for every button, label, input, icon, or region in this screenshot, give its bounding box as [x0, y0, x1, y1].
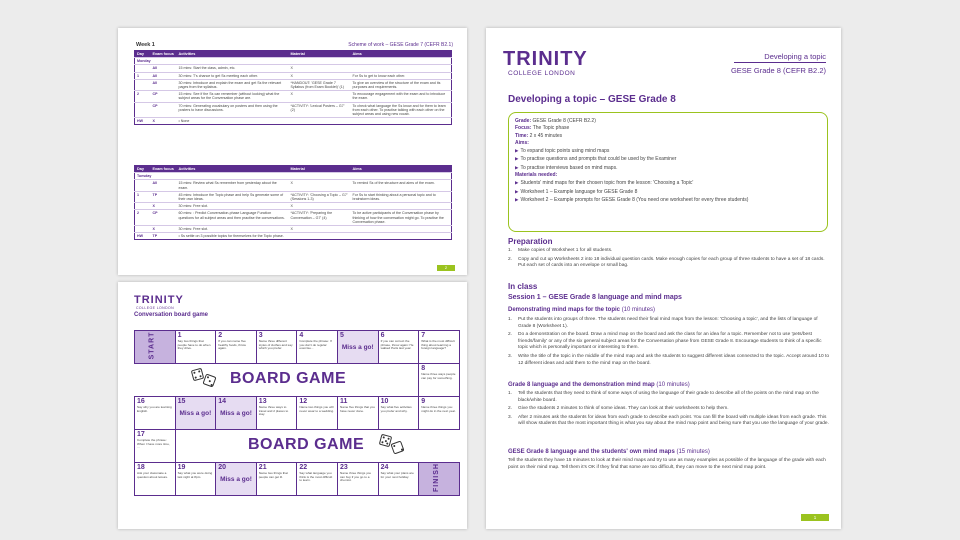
- lesson-plan-page: [486, 28, 841, 529]
- item-text: After 2 minutes ask the students for ideas from each grade to describe each point. You can fill the board with multiple ideas from each grade. This will show students that the most important thing is what you say about the mind map point and being sure that you use the language of your grade.: [518, 414, 829, 427]
- square-prompt: What is the most difficult thing about learning a foreign language?: [421, 339, 455, 351]
- board-game-title: Conversation board game: [134, 312, 209, 318]
- item-number: 3.: [508, 353, 513, 359]
- board-game-banner: BOARD GAME: [248, 436, 365, 453]
- table-cell: 1: [135, 191, 151, 202]
- start-label: START: [148, 331, 156, 360]
- table-cell: CP: [151, 91, 177, 102]
- table-cell: X: [289, 180, 351, 191]
- table-row: [135, 91, 452, 102]
- table-cell: X: [289, 203, 351, 210]
- session-heading: Session 1 – GESE Grade 8 language and mind maps: [508, 294, 682, 301]
- table-cell: 15 mins: Start the class, admin, etc.: [177, 65, 289, 72]
- board-square: [418, 363, 460, 397]
- table-cell: *ACTIVITY: 'Choosing a Topic – G7' (Sessions 1-3): [289, 191, 351, 202]
- table-cell: • None: [177, 118, 289, 125]
- column-header: Aims: [351, 51, 452, 58]
- start-square: [134, 330, 176, 364]
- table-row: [135, 203, 452, 210]
- demo-title: Demonstrating mind maps for the topic: [508, 307, 621, 313]
- table-cell: 45 mins: Introduce the Topic phase and help Ss generate some of their own ideas.: [177, 191, 289, 202]
- square-prompt: Name three ways people can pay for something.: [421, 372, 456, 380]
- square-number: 21: [258, 464, 267, 471]
- numbered-item: [508, 391, 830, 404]
- day-label: Monday: [135, 58, 452, 65]
- item-text: Do a demonstration on the board. Draw a mind map on the board and ask the class for an idea for a topic. Remember not to use 'pets/best friends/family' or any of the six general subject areas for the Conversation phase from GESE Grade 8. Encourage students to think of a specific topic which is personally important or interesting to them.: [518, 332, 822, 351]
- lang-title: Grade 8 language and the demonstration mind map: [508, 382, 655, 388]
- miss-a-go-text: Miss a go!: [341, 344, 374, 351]
- table-header-row: [135, 166, 452, 173]
- page-number-tab: 2: [437, 265, 455, 271]
- column-header: Material: [289, 166, 351, 173]
- numbered-item: [508, 257, 830, 270]
- table-row: [135, 102, 452, 118]
- square-number: 11: [340, 398, 348, 405]
- table-cell: *ACTIVITY: 'Lexical Posters – G7' (2): [289, 102, 351, 118]
- table-cell: For Ss to start thinking about a personal topic and to brainstorm ideas.: [351, 191, 452, 202]
- board-square: [296, 330, 338, 364]
- board-square: [378, 330, 420, 364]
- table-header-row: [135, 51, 452, 58]
- board-square: [378, 462, 420, 496]
- miss-a-go-square: [337, 330, 379, 364]
- materials-label: Materials needed:: [515, 172, 558, 179]
- square-number: 10: [380, 398, 389, 405]
- lesson-title: Developing a topic – GESE Grade 8: [508, 94, 676, 105]
- dice-icon: [191, 368, 204, 381]
- board-square: [418, 396, 460, 430]
- materials-list: [515, 179, 821, 204]
- square-prompt: Complete the phrase: When I have more time, ...: [137, 438, 170, 450]
- item-number: 3.: [508, 414, 513, 420]
- table-cell: All: [151, 79, 177, 90]
- column-header: Activities: [177, 166, 289, 173]
- item-text: Give the students 2 minutes to think of some ideas. They can look at their worksheets to help them.: [518, 406, 729, 412]
- table-cell: *ACTIVITY: 'Preparing the Conversation – G7' (4): [289, 210, 351, 226]
- own-time: (15 minutes): [676, 449, 710, 455]
- item-text: Make copies of Worksheet 1 for all students.: [518, 248, 613, 253]
- table-row: [135, 72, 452, 79]
- table-cell: To check what language the Ss know and for them to learn from each other. To practise talking with each other on the subject areas and using new vocab.: [351, 102, 452, 118]
- focus-label: Focus:: [515, 125, 532, 132]
- square-prompt: If you can name five healthy foods, throw again.: [218, 339, 246, 351]
- item-text: Copy and cut up Worksheets 2 into 18 individual question cards. Make enough copies for each group of three students to have a set of 18 cards. Put each set of cards into an envelope or small bag.: [518, 256, 825, 269]
- aims-label: Aims:: [515, 139, 529, 146]
- square-number: 2: [218, 332, 223, 339]
- square-prompt: Ask your classmate a question about leisure.: [137, 471, 169, 479]
- square-prompt: Name two things that people can get ill.: [258, 471, 288, 479]
- bullet-triangle-icon: ▶: [515, 188, 519, 194]
- table-cell: X: [151, 118, 177, 125]
- board-square: [296, 396, 338, 430]
- board-square: [175, 330, 217, 364]
- page-number-tab: 1: [801, 514, 829, 521]
- square-number: 9: [421, 398, 426, 405]
- time-value: 2 x 45 minutes: [529, 132, 563, 139]
- table-row: [135, 180, 452, 191]
- finish-square: [418, 462, 460, 496]
- table-cell: To be active participants of the Conversation phase by thinking of how the conversation might go. To practise the Conversation phase.: [351, 210, 452, 226]
- table-cell: TP: [151, 191, 177, 202]
- demo-list: [508, 317, 830, 369]
- lesson-info-box: [508, 112, 828, 232]
- tuesday-schedule-table: [134, 165, 452, 240]
- square-number: 20: [218, 464, 226, 471]
- table-cell: All: [151, 180, 177, 191]
- board-square: [134, 462, 176, 496]
- numbered-item: [508, 354, 830, 367]
- square-number: 23: [340, 464, 348, 471]
- item-number: 2.: [508, 332, 513, 338]
- table-row: [135, 79, 452, 90]
- table-cell: 2: [135, 210, 151, 226]
- table-cell: CP: [151, 102, 177, 118]
- dice-icon: [202, 373, 216, 387]
- week-label: Week 1: [136, 42, 155, 48]
- own-subheading: [508, 449, 710, 455]
- table-cell: HW: [135, 233, 151, 240]
- numbered-item: [508, 415, 830, 428]
- table-cell: *HANDOUT: 'GESE Grade 7 Syllabus (from Exam Booklet)' (1): [289, 79, 351, 90]
- table-row: [135, 65, 452, 72]
- bullet-item: [515, 147, 821, 155]
- bullet-triangle-icon: ▶: [515, 180, 519, 186]
- column-header: Aims: [351, 166, 452, 173]
- square-number: 13: [258, 398, 267, 405]
- square-prompt: Say what you were doing last night at 8pm.: [177, 471, 213, 479]
- table-cell: X: [151, 226, 177, 233]
- table-cell: [351, 65, 452, 72]
- header-grade: GESE Grade 8 (CEFR B2.2): [730, 66, 826, 75]
- item-number: 2.: [508, 406, 513, 412]
- column-header: Day: [135, 51, 151, 58]
- lang-time: (10 minutes): [656, 382, 690, 388]
- table-cell: TP: [151, 233, 177, 240]
- miss-a-go-text: Miss a go!: [220, 476, 252, 483]
- table-cell: 30 mins: Introduce and explain the exam and get Ss the relevant pages from the syllabus.: [177, 79, 289, 90]
- focus-value: The Topic phase: [532, 125, 570, 132]
- scheme-of-work-page: [118, 28, 467, 275]
- numbered-item: [508, 332, 830, 352]
- square-number: 15: [177, 398, 186, 405]
- square-number: 7: [421, 332, 426, 339]
- bullet-text: Worksheet 2 – Example prompts for GESE Grade 8 (You need one worksheet for every three students): [520, 196, 749, 203]
- table-cell: • Ss settle on 3 possible topics for themselves for the Topic phase.: [177, 233, 289, 240]
- square-prompt: Say what your plans are for your next holiday.: [380, 471, 414, 479]
- board-square: [175, 462, 217, 496]
- square-number: 4: [299, 332, 304, 339]
- bullet-item: [515, 179, 821, 187]
- table-cell: To remind Ss of the structure and aims of the exam.: [351, 180, 452, 191]
- item-text: Tell the students that they need to think of some ways of using the language of their grade to describe all of the points on the mind map on the black/white board.: [518, 391, 819, 403]
- table-cell: All: [151, 65, 177, 72]
- bullet-text: Worksheet 1 – Example language for GESE Grade 8: [520, 188, 638, 195]
- table-cell: X: [151, 203, 177, 210]
- table-cell: X: [289, 91, 351, 102]
- finish-label: FINISH: [433, 463, 441, 492]
- item-number: 1.: [508, 391, 513, 396]
- grade-label: Grade:: [515, 118, 532, 124]
- board-square: [337, 462, 379, 496]
- square-prompt: Name five things that you have never done.: [340, 405, 375, 413]
- square-number: 8: [421, 365, 426, 372]
- table-cell: 30 mins: T's chance to get Ss meeting each other.: [177, 72, 289, 79]
- table-cell: [289, 118, 351, 125]
- scheme-title: Scheme of work – GESE Grade 7 (CEFR B2.1): [348, 42, 453, 48]
- day-row: [135, 58, 452, 65]
- square-prompt: Say two things that people have to do when they drive.: [177, 339, 211, 351]
- table-cell: [351, 118, 452, 125]
- table-row: [135, 191, 452, 202]
- square-prompt: Say why you are learning English.: [137, 405, 172, 413]
- bullet-item: [515, 155, 821, 163]
- table-cell: To give an overview of the structure of the exam and its purposes and requirements.: [351, 79, 452, 90]
- table-cell: [135, 226, 151, 233]
- trinity-logo: TRINITY: [134, 294, 184, 306]
- square-number: 12: [299, 398, 308, 405]
- square-number: 1: [177, 332, 182, 339]
- item-number: 2.: [508, 256, 513, 262]
- in-class-heading: In class: [508, 282, 538, 291]
- aims-list: [515, 147, 821, 172]
- square-number: 16: [137, 398, 145, 405]
- square-prompt: Name two things you will never wear to a wedding.: [299, 405, 334, 413]
- trinity-logo: TRINITY: [503, 48, 588, 70]
- trinity-logo-sub: COLLEGE LONDON: [508, 70, 576, 77]
- table-cell: X: [289, 72, 351, 79]
- table-cell: [351, 203, 452, 210]
- numbered-item: [508, 248, 830, 255]
- dice-icon: [390, 440, 404, 454]
- demo-time: (10 minutes): [621, 307, 656, 313]
- table-cell: X: [289, 226, 351, 233]
- bullet-text: To practise interviews based on mind maps.: [520, 164, 618, 171]
- square-number: 22: [299, 464, 308, 471]
- table-cell: 2: [135, 91, 151, 102]
- table-cell: [289, 233, 351, 240]
- square-prompt: Name three things you might do in the next year.: [421, 405, 456, 413]
- table-cell: HW: [135, 118, 151, 125]
- bullet-text: To practise questions and prompts that could be used by the Examiner: [520, 156, 677, 163]
- header-divider: [734, 62, 826, 63]
- header-topic: Developing a topic: [764, 52, 826, 61]
- table-cell: 60 mins: : Predict Conversation-phase Language Function questions for all subject areas and then practise the conversations.: [177, 210, 289, 226]
- square-prompt: Say what language you think is the most difficult to learn.: [299, 471, 333, 483]
- table-cell: For Ss to get to know each other.: [351, 72, 452, 79]
- table-cell: [135, 180, 151, 191]
- square-number: 17: [137, 431, 145, 438]
- board-game-banner: BOARD GAME: [230, 370, 347, 387]
- column-header: Exam focus: [151, 51, 177, 58]
- table-cell: 1: [135, 72, 151, 79]
- bullet-item: [515, 196, 821, 204]
- table-cell: 15 mins: Review what Ss remember from yesterday about the exam.: [177, 180, 289, 191]
- column-header: Exam focus: [151, 166, 177, 173]
- square-prompt: Name three ways to travel and 2 places to stay.: [258, 405, 289, 417]
- trinity-logo-sub: COLLEGE LONDON: [136, 306, 175, 310]
- bullet-text: To expand topic points using mind maps: [520, 148, 610, 155]
- table-cell: 15 mins: See if the Ss can remember (without looking) what the subject areas for the Conversation phase are.: [177, 91, 289, 102]
- table-cell: [351, 233, 452, 240]
- own-text: Tell the students they have 15 minutes to look at their mind maps and try to use as many examples as possible of the language of the grade with each point on their mind map. Tell them it's OK if they find that some are too difficult, they can move to the next mind map point.: [508, 458, 826, 470]
- bullet-text: Students' mind maps for their chosen topic from the lesson: 'Choosing a Topic': [520, 180, 694, 187]
- square-prompt: If you can correct the phrase, throw again: He walked Paris last year.: [380, 339, 414, 351]
- grade-value: GESE Grade 8 (CEFR B2.2): [532, 118, 596, 124]
- column-header: Day: [135, 166, 151, 173]
- board-square: [378, 396, 420, 430]
- preparation-list: [508, 248, 830, 272]
- table-row: [135, 210, 452, 226]
- numbered-item: [508, 406, 830, 413]
- square-number: 6: [380, 332, 385, 339]
- square-number: 18: [137, 464, 145, 471]
- table-cell: 30 mins: Free slot.: [177, 203, 289, 210]
- square-prompt: Say what five activities you prefer and why.: [380, 405, 412, 413]
- bullet-item: [515, 188, 821, 196]
- bullet-triangle-icon: ▶: [515, 196, 519, 202]
- table-cell: X: [289, 65, 351, 72]
- own-title: GESE Grade 8 language and the students' own mind maps: [508, 449, 675, 455]
- item-text: Put the students into groups of three. The students need their final mind maps from the lesson: 'Choosing a topic', and the lists of language of Grade 8 (Worksheet 1).: [518, 317, 818, 329]
- table-cell: [135, 79, 151, 90]
- board-square: [215, 330, 257, 364]
- table-cell: All: [151, 72, 177, 79]
- day-row: [135, 173, 452, 180]
- table-row: [135, 226, 452, 233]
- table-cell: 30 mins: Free slot.: [177, 226, 289, 233]
- board-game-page: [118, 282, 467, 529]
- square-number: 3: [258, 332, 263, 339]
- item-number: 1.: [508, 317, 513, 322]
- preparation-heading: Preparation: [508, 237, 553, 246]
- board-square: [337, 396, 379, 430]
- board-square: [134, 429, 176, 463]
- column-header: Material: [289, 51, 351, 58]
- lang-list: [508, 391, 830, 430]
- square-number: 5: [340, 332, 344, 339]
- square-number: 24: [380, 464, 389, 471]
- table-row: [135, 118, 452, 125]
- item-text: Write the title of the topic in the middle of the mind map and ask the students to suggest different ideas connected to the topic. Accept around 10 to 12 different ideas and add them to the mind map on the board.: [518, 353, 830, 366]
- miss-a-go-square: [175, 396, 217, 430]
- square-prompt: Name three things you can buy if you go to a chemist.: [340, 471, 372, 483]
- table-cell: [135, 203, 151, 210]
- bullet-triangle-icon: ▶: [515, 164, 519, 170]
- bullet-item: [515, 164, 821, 172]
- item-number: 1.: [508, 248, 513, 253]
- day-label: Tuesday: [135, 173, 452, 180]
- miss-a-go-text: Miss a go!: [220, 410, 252, 417]
- column-header: Activities: [177, 51, 289, 58]
- table-cell: [135, 65, 151, 72]
- table-row: [135, 233, 452, 240]
- numbered-item: [508, 317, 830, 330]
- square-number: 19: [177, 464, 186, 471]
- square-number: 14: [218, 398, 226, 405]
- lang-subheading: [508, 382, 690, 388]
- miss-a-go-square: [215, 396, 257, 430]
- bullet-triangle-icon: ▶: [515, 156, 519, 162]
- bullet-triangle-icon: ▶: [515, 148, 519, 154]
- miss-a-go-square: [215, 462, 257, 496]
- monday-schedule-table: [134, 50, 452, 125]
- table-cell: [351, 226, 452, 233]
- board-square: [418, 330, 460, 364]
- square-prompt: Name three different styles of clothes and say which you prefer.: [258, 339, 293, 351]
- table-cell: CP: [151, 210, 177, 226]
- board-square: [296, 462, 338, 496]
- table-cell: To encourage engagement with the exam and to introduce the exam.: [351, 91, 452, 102]
- board-square: [256, 462, 298, 496]
- miss-a-go-text: Miss a go!: [179, 410, 212, 417]
- board-square: [134, 396, 176, 430]
- board-square: [256, 330, 298, 364]
- board-square: [256, 396, 298, 430]
- demo-subheading: [508, 307, 655, 313]
- table-cell: 70 mins: Generating vocabulary on posters and then using the posters to have discussions.: [177, 102, 289, 118]
- square-prompt: Complete the phrase: If you don't do regular exercise...: [299, 339, 332, 351]
- time-label: Time:: [515, 132, 529, 139]
- table-cell: [135, 102, 151, 118]
